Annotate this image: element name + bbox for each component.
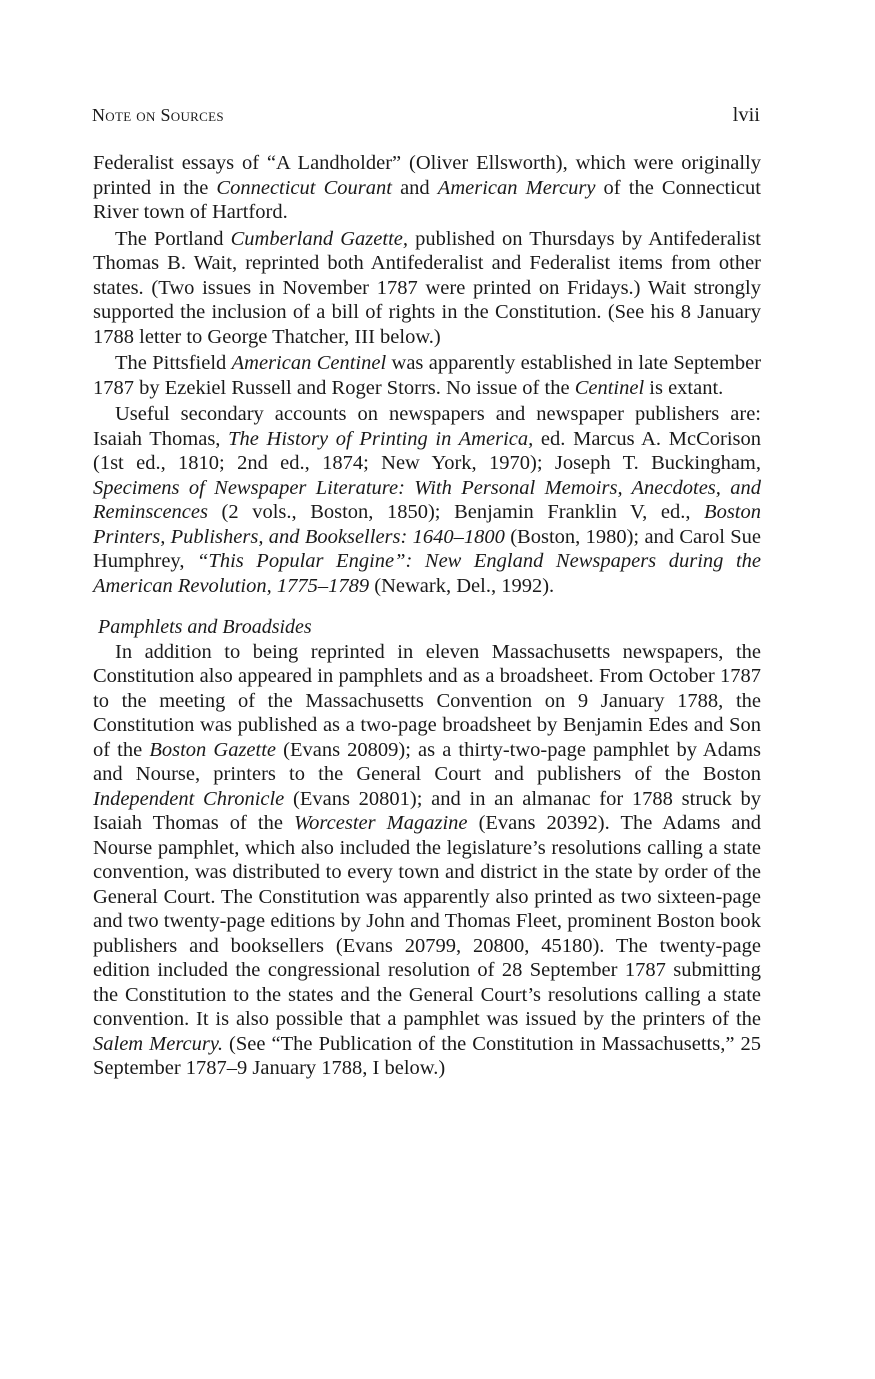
paragraph: [93, 151, 761, 225]
paragraph: [93, 351, 761, 400]
text-run: The Pittsfield: [115, 352, 232, 374]
text-run: (Newark, Del., 1992).: [369, 574, 555, 597]
italic-run: American Mercury: [437, 176, 596, 199]
text-run: (Evans 20392). The Adams and Nourse pamphlet, which also included the legislature’s resolutions calling a state convention, was distributed to every town and district in the state by order of the General Court. The Constitution was apparently also printed as two sixteen-page and two twenty-page editions by John and Thomas Fleet, prominent Boston book publishers and booksellers (Evans 20799, 20800, 45180). The twenty-page edition included the congressional resolution of 28 September 1787 submitting the Constitution to the states and the General Court’s resolutions calling a state convention. It is also possible that a pamphlet was issued by the printers of the: [93, 812, 761, 1030]
italic-run: Boston Gazette: [149, 738, 277, 761]
text-run: ed. Marcus A. McCorison (1st ed., 1810; 2nd ed., 1874; New York, 1970); Joseph T. Buckingham,: [93, 427, 761, 474]
text-run: is extant.: [644, 376, 724, 399]
text-run: (Evans 20809); as a thirty-two-page pamphlet by Adams and Nourse, printers to the General Court and publishers of the Boston: [93, 738, 762, 785]
running-head-title: Note on Sources: [92, 105, 224, 125]
italic-run: Independent Chronicle: [93, 787, 285, 810]
italic-run: Salem Mercury.: [93, 1032, 223, 1055]
text-run: (Boston, 1980); and Carol Sue Humphrey,: [93, 525, 761, 572]
italic-run: The History of Printing in America,: [228, 427, 534, 450]
text-run: Useful secondary accounts on newspapers and newspaper publishers are: Isaiah Thomas,: [93, 403, 761, 450]
text-run: (Evans 20801); and in an almanac for 1788 struck by Isaiah Thomas of the: [93, 787, 761, 834]
page-number: lvii: [732, 104, 760, 126]
text-run: The Portland: [115, 227, 231, 250]
text-run: (2 vols., Boston, 1850); Benjamin Franklin V, ed.,: [207, 501, 705, 523]
text-run: and: [391, 176, 438, 199]
paragraph: [93, 227, 761, 350]
text-run: of the Connecticut River town of Hartford.: [93, 176, 761, 223]
italic-run: Connecticut Courant: [216, 176, 392, 199]
text-run: published on Thursdays by Antifederalist Thomas B. Wait, reprinted both Antifederalist and Federalist items from other states. (Two issues in November 1787 were printed on Fridays.) Wait strongly supported the inclusion of a bill of rights in the Constitution. (See his 8 January 1788 letter to George Thatcher, III below.): [93, 227, 761, 348]
text-run: was apparently established in late September 1787 by Ezekiel Russell and Roger Storrs. No issue of the: [93, 352, 762, 399]
paragraph: [93, 640, 761, 1081]
italic-run: Specimens of Newspaper Literature: With Personal Memoirs, Anecdotes, and Reminscences: [93, 476, 761, 523]
italic-run: “This Popular Engine”: New England Newspapers during the American Revolution, 1775–1789: [93, 550, 761, 597]
text-run: Federalist essays of “A Landholder” (Oliver Ellsworth), which were originally printed in the: [93, 152, 761, 199]
italic-run: Cumberland Gazette,: [230, 227, 408, 250]
text-run: In addition to being reprinted in eleven Massachusetts newspapers, the Constitution also appeared in pamphlets and as a broadsheet. From October 1787 to the meeting of the Massachusetts Convention on 9 January 1788, the Constitution was published as a two-page broadsheet by Benjamin Edes and Son of the: [93, 640, 761, 761]
italic-run: American Centinel: [231, 352, 387, 374]
paragraph: [93, 402, 761, 598]
italic-run: Centinel: [574, 376, 645, 399]
section-heading: Pamphlets and Broadsides: [98, 616, 312, 638]
italic-run: Worcester Magazine: [293, 812, 468, 834]
italic-run: Boston Printers, Publishers, and Booksellers: 1640–1800: [93, 501, 761, 548]
text-run: (See “The Publication of the Constitution in Massachusetts,” 25 September 1787–9 January 1788, I below.): [93, 1032, 761, 1079]
running-head: [92, 104, 760, 127]
body-text: [93, 151, 761, 1081]
